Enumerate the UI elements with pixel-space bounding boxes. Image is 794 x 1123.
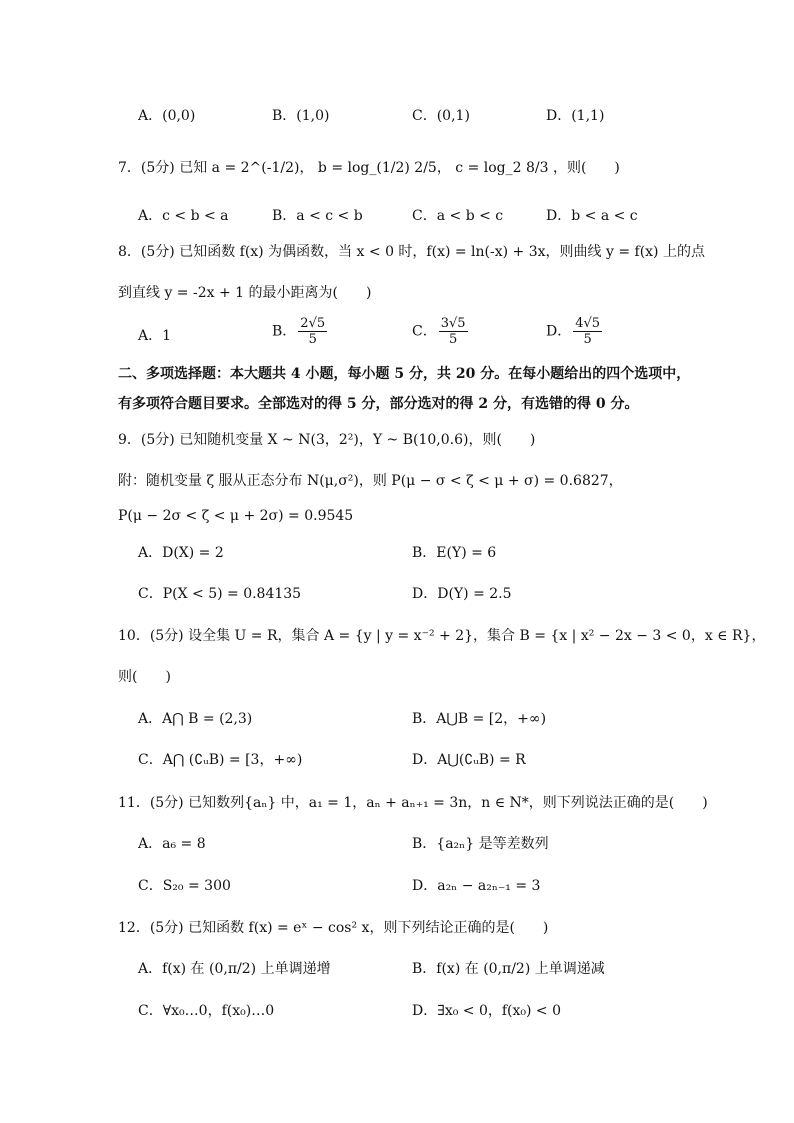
q12-option-a: A．f(x) 在 (0,π/2) 上单调递增	[138, 961, 331, 977]
q6-option-c: C．(0,1)	[412, 108, 470, 124]
q8-option-b-fraction	[298, 316, 327, 347]
q6-option-a: A．(0,0)	[138, 108, 196, 124]
q10-option-a: A．A⋂ B = (2,3)	[138, 711, 253, 727]
q9-option-c: C．P(X < 5) = 0.84135	[138, 586, 302, 602]
q8-option-c	[412, 316, 470, 347]
q7-stem-end: ，则( )	[552, 160, 620, 176]
q8-option-c-fraction	[439, 316, 468, 347]
q11-option-a: A．a₆ = 8	[138, 836, 206, 852]
q7-c-expr: c = log_2 8/3	[455, 160, 549, 176]
q7-option-d: D．b < a < c	[546, 208, 638, 224]
q8-stem-line1: 8．(5分) 已知函数 f(x) 为偶函数，当 x < 0 时，f(x) = ln(-x) + 3x，则曲线 y = f(x) 上的点	[118, 244, 705, 260]
q10-stem-line2: 则( )	[118, 669, 171, 685]
q8-option-d-fraction	[573, 316, 602, 347]
q9-option-b: B．E(Y) = 6	[412, 545, 497, 561]
q7-b-expr: b = log_(1/2) 2/5	[317, 160, 437, 176]
q7-a-expr: a = 2^(-1/2)	[211, 160, 300, 176]
q7-option-a: A．c < b < a	[138, 208, 229, 224]
q12-stem: 12．(5分) 已知函数 f(x) = eˣ − cos² x，则下列结论正确的是( )	[118, 920, 549, 936]
q8-stem-line2: 到直线 y = -2x + 1 的最小距离为( )	[118, 285, 372, 301]
section2-heading-line1: 二、多项选择题：本大题共 4 小题，每小题 5 分，共 20 分。在每小题给出的四个选项中，	[118, 366, 691, 382]
q11-option-c: C．S₂₀ = 300	[138, 878, 231, 894]
q8-option-b	[272, 316, 329, 347]
q6-option-b: B．(1,0)	[272, 108, 330, 124]
q7-option-c: C．a < b < c	[412, 208, 504, 224]
q9-note-line2: P(μ − 2σ < ζ < μ + 2σ) = 0.9545	[118, 508, 354, 524]
q10-stem: 10．(5分) 设全集 U = R，集合 A = {y | y = x⁻² + 2}，集合 B = {x | x² − 2x − 3 < 0，x ∈ R}，	[118, 628, 766, 644]
q10-option-b: B．A⋃B = [2，+∞)	[412, 711, 547, 727]
q9-stem: 9．(5分) 已知随机变量 X ~ N(3，2²)，Y ~ B(10,0.6)，则( )	[118, 432, 536, 448]
q8-option-c-denominator: 5	[448, 332, 458, 347]
q9-note-line1: 附：随机变量 ζ 服从正态分布 N(μ,σ²)，则 P(μ − σ < ζ < μ + σ) = 0.6827，	[118, 473, 623, 489]
q8-option-c-numerator: 3√5	[440, 316, 466, 331]
q11-option-b: B．{a₂ₙ} 是等差数列	[412, 836, 549, 852]
q10-option-d: D．A⋃(∁ᵤB) = R	[412, 752, 526, 768]
q8-option-d-label: D．	[546, 323, 572, 340]
q12-option-c: C．∀x₀…0，f(x₀)…0	[138, 1003, 275, 1019]
q8-option-a: A．1	[138, 328, 172, 344]
q8-option-b-denominator: 5	[308, 332, 317, 347]
section2-heading-line2: 有多项符合题目要求。全部选对的得 5 分，部分选对的得 2 分，有选错的得 0 分。	[118, 396, 639, 412]
q11-stem: 11．(5分) 已知数列{aₙ} 中，a₁ = 1，aₙ + aₙ₊₁ = 3n，n ∈ N*，则下列说法正确的是( )	[118, 795, 708, 811]
q8-option-b-numerator: 2√5	[300, 316, 326, 331]
q8-option-c-label: C．	[412, 323, 437, 340]
q6-option-d: D．(1,1)	[546, 108, 605, 124]
q9-option-d: D．D(Y) = 2.5	[412, 586, 512, 602]
q7-stem: 7．(5分) 已知 a = 2^(-1/2)， b = log_(1/2) 2/5， c = log_2 8/3 ，则( )	[118, 160, 620, 176]
q12-option-b: B．f(x) 在 (0,π/2) 上单调递减	[412, 961, 605, 977]
q7-stem-start: 7．(5分) 已知	[118, 160, 208, 176]
q7-option-b: B．a < c < b	[272, 208, 363, 224]
q8-option-d-denominator: 5	[583, 332, 592, 347]
q11-option-d: D．a₂ₙ − a₂ₙ₋₁ = 3	[412, 878, 541, 894]
q9-option-a: A．D(X) = 2	[138, 545, 224, 561]
q10-option-c: C．A⋂ (∁ᵤB) = [3，+∞)	[138, 752, 303, 768]
q8-option-b-label: B．	[272, 323, 297, 340]
q8-option-d-numerator: 4√5	[575, 316, 601, 331]
q12-option-d: D．∃x₀ < 0，f(x₀) < 0	[412, 1003, 562, 1019]
q8-option-d	[546, 316, 604, 347]
